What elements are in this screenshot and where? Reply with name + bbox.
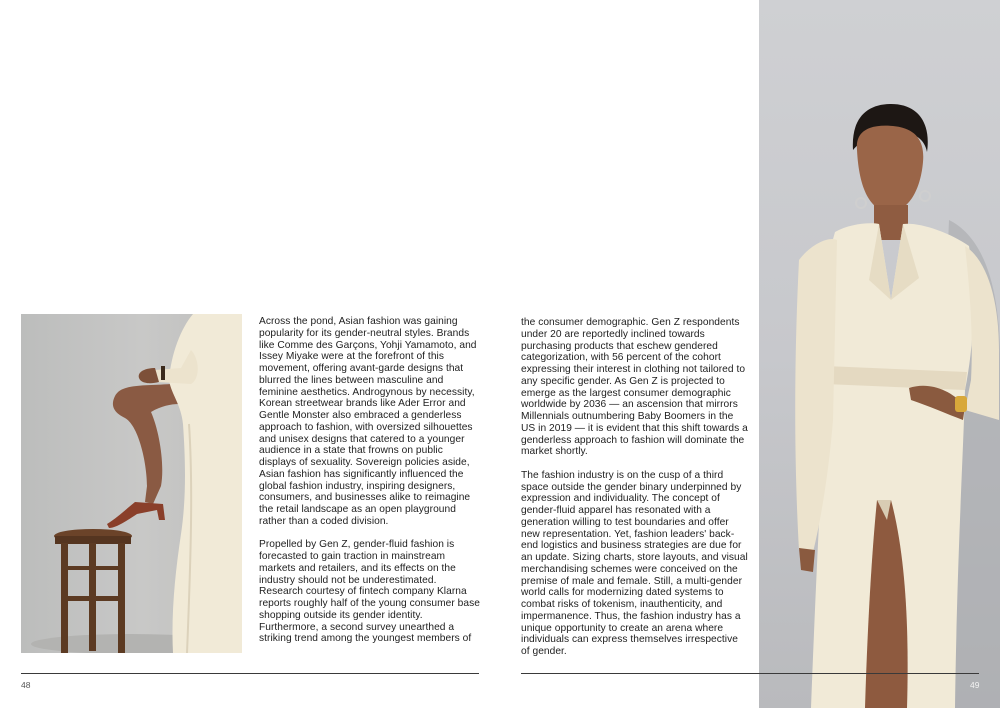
portrait-photo (759, 0, 1000, 708)
article-column-right (521, 317, 749, 658)
article-paragraph: Propelled by Gen Z, gender-fluid fashion is forecasted to gain traction in mainstream markets and retailers, and its effects on the industry should not be underestimated. Research courtesy of fintech company Klarna reports roughly half of the young consumer base shopping outside its gender identity. Furthermore, a second survey unearthed a striking trend among the youngest members of (259, 539, 480, 645)
page-number-left: 48 (21, 680, 31, 690)
stool-photo (21, 314, 242, 653)
article-paragraph: The fashion industry is on the cusp of a third space outside the gender binary underpinned by expression and individuality. The concept of gender-fluid apparel has resonated with a generation willing to test boundaries and offer new representation. Yet, fashion leaders' back-end logistics and business strategies are due for an update. Sizing charts, store layouts, and visual merchandising schemes were conceived on the premise of male and female. Still, a multi-gender world calls for modernizing dated systems to combat risks of tokenism, inauthenticity, and impermanence. Thus, the fashion industry has a unique opportunity to create an arena where individuals can express themselves irrespective of gender. (521, 469, 748, 657)
article-paragraph: the consumer demographic. Gen Z respondents under 20 are reportedly inclined towards purchasing products that eschew gendered categorization, with 56 percent of the cohort expressing their interest in clothing not tailored to any specific gender. As Gen Z is projected to emerge as the largest consumer demographic worldwide by 2036 — an ascension that mirrors Millennials outnumbering Baby Boomers in the US in 2019 — it is evident that this shift towards a genderless approach to fashion will dominate the market shortly. (521, 317, 748, 458)
stool-photo-illustration (21, 314, 242, 653)
footer-rule-right (521, 673, 979, 674)
article-column-left (259, 316, 481, 645)
article-paragraph: Across the pond, Asian fashion was gaining popularity for its gender-neutral styles. Brands like Comme des Garçons, Yohji Yamamoto, and Issey Miyake were at the forefront of this movement, offering avant-garde designs that blurred the lines between masculine and feminine aesthetics. Androgynous by necessity, Korean streetwear brands like Ader Error and Gentle Monster also embraced a genderless approach to fashion, with oversized silhouettes and unisex designs that catered to a younger audience in a state that frowns on public displays of sexuality. Sovereign policies aside, Asian fashion has significantly influenced the global fashion industry, inspiring designers, consumers, and businesses alike to reimagine the retail landscape as an open playground rather than a coded division. (259, 316, 477, 527)
portrait-photo-illustration (759, 0, 1000, 708)
footer-rule-left (21, 673, 479, 674)
page-number-right: 49 (970, 680, 980, 690)
